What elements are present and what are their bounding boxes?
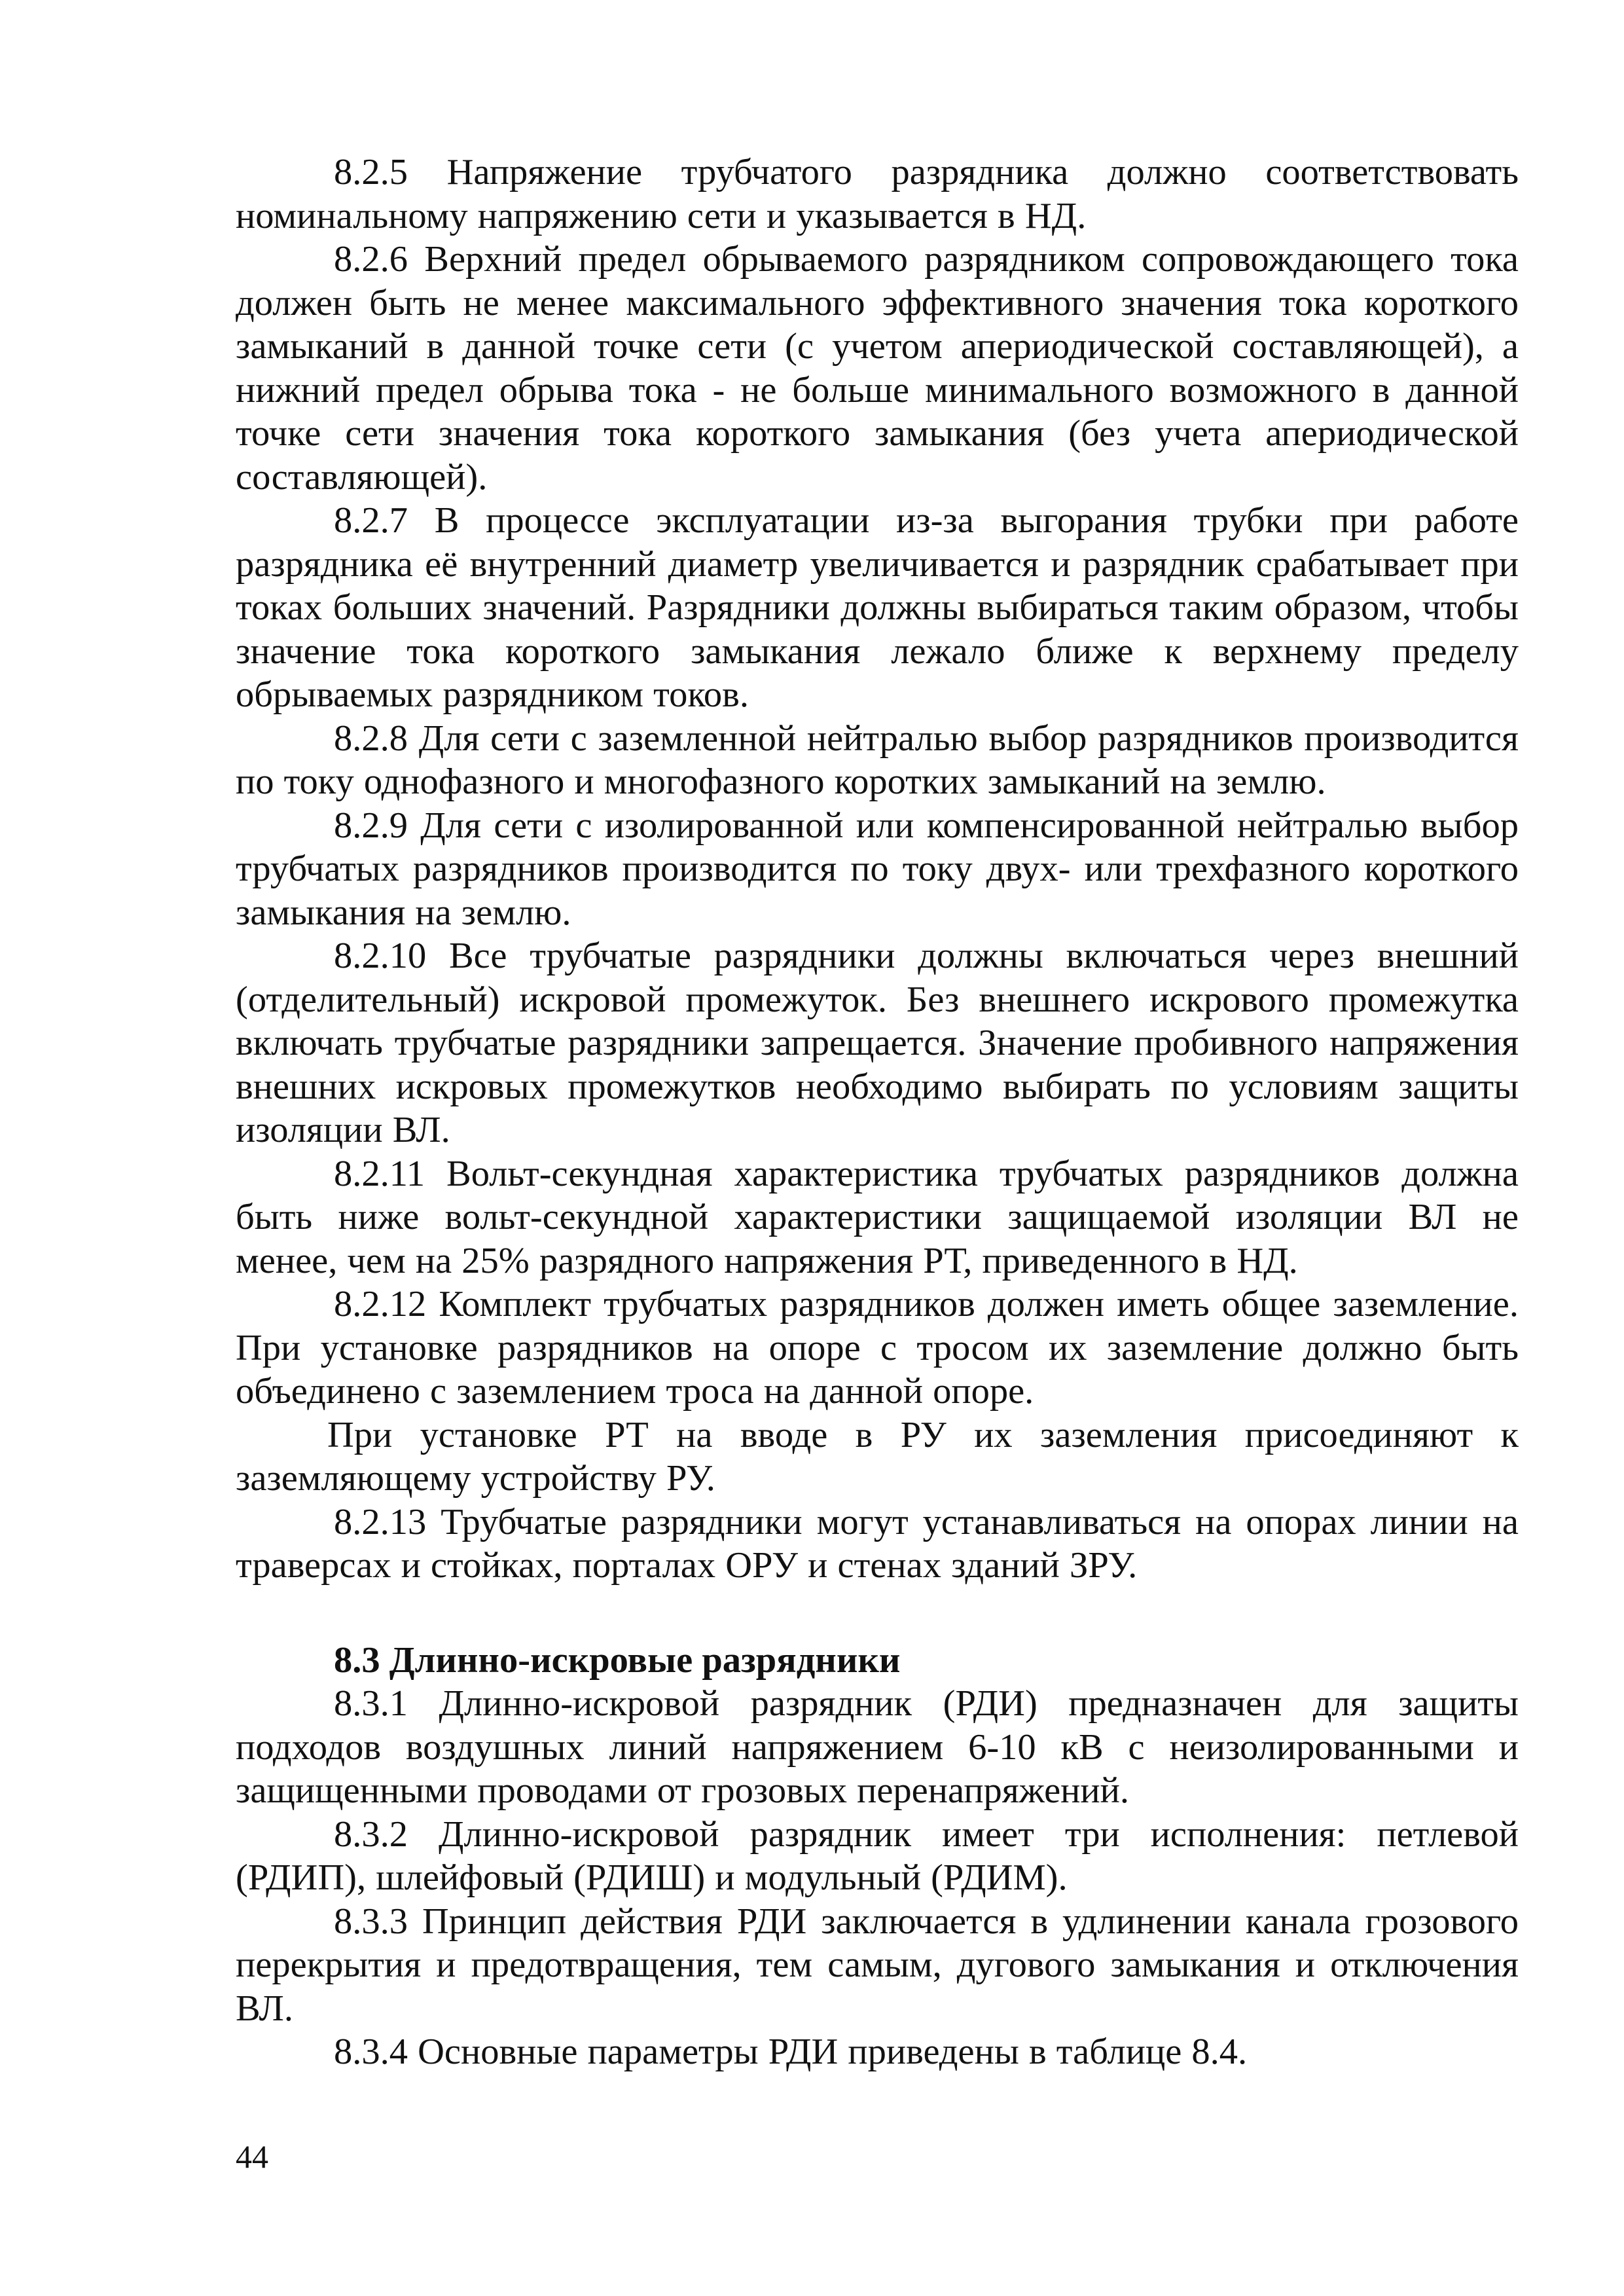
paragraph-8-2-11: 8.2.11 Вольт-секундная характеристика трубчатых разрядников должна быть ниже вольт-секундной характеристики защищаемой изоляции ВЛ не менее, чем на 25% разрядного напряжения РТ, приведенного в НД.: [236, 1153, 1519, 1281]
paragraph-8-2-7: 8.2.7 В процессе эксплуатации из-за выгорания трубки при работе разрядника её внутренний диаметр увеличивается и разрядник срабатывает при токах больших значений. Разрядники должны выбираться таким образом, чтобы значение тока короткого замыкания лежало ближе к верхнему пределу обрываемых разрядником токов.: [236, 500, 1519, 715]
paragraph-8-3-1: 8.3.1 Длинно-искровой разрядник (РДИ) предназначен для защиты подходов воздушных линий напряжением 6-10 кВ с неизолированными и защищенными проводами от грозовых перенапряжений.: [236, 1683, 1519, 1811]
paragraph-8-2-10: 8.2.10 Все трубчатые разрядники должны включаться через внешний (отделительный) искровой промежуток. Без внешнего искрового промежутка включать трубчатые разрядники запрещается. Значение пробивного напряжения внешних искровых промежутков необходимо выбирать по условиям защиты изоляции ВЛ.: [236, 936, 1519, 1150]
paragraph-8-2-8: 8.2.8 Для сети с заземленной нейтралью выбор разрядников производится по току однофазного и многофазного коротких замыканий на землю.: [236, 718, 1519, 802]
paragraph-8-3-4: 8.3.4 Основные параметры РДИ приведены в таблице 8.4.: [334, 2032, 1248, 2072]
page-body: [236, 151, 1519, 2074]
paragraph-grounding: При установке РТ на вводе в РУ их заземления присоединяют к заземляющему устройству РУ.: [236, 1414, 1519, 1499]
section-heading-8-3: 8.3 Длинно-искровые разрядники: [334, 1639, 901, 1681]
paragraph-8-2-9: 8.2.9 Для сети с изолированной или компенсированной нейтралью выбор трубчатых разрядников производится по току двух- или трехфазного короткого замыкания на землю.: [236, 805, 1519, 933]
paragraph-8-2-6: 8.2.6 Верхний предел обрываемого разрядником сопровождающего тока должен быть не менее максимального эффективного значения тока короткого замыканий в данной точке сети (с учетом апериодической составляющей), а нижний предел обрыва тока - не больше минимального возможного в данной точке сети значения тока короткого замыкания (без учета апериодической составляющей).: [236, 239, 1519, 498]
paragraph-8-3-2: 8.3.2 Длинно-искровой разрядник имеет три исполнения: петлевой (РДИП), шлейфовый (РДИШ) и модульный (РДИМ).: [236, 1813, 1519, 1898]
paragraph-8-2-13: 8.2.13 Трубчатые разрядники могут устанавливаться на опорах линии на траверсах и стойках, порталах ОРУ и стенах зданий ЗРУ.: [236, 1501, 1519, 1586]
page-number: 44: [236, 2138, 268, 2175]
paragraph-8-3-3: 8.3.3 Принцип действия РДИ заключается в удлинении канала грозового перекрытия и предотвращения, тем самым, дугового замыкания и отключения ВЛ.: [236, 1901, 1519, 2029]
paragraph-8-2-5: 8.2.5 Напряжение трубчатого разрядника должно соответствовать номинальному напряжению сети и указывается в НД.: [236, 152, 1519, 236]
paragraph-8-2-12: 8.2.12 Комплект трубчатых разрядников должен иметь общее заземление. При установке разрядников на опоре с тросом их заземление должно быть объединено с заземлением троса на данной опоре.: [236, 1284, 1519, 1412]
